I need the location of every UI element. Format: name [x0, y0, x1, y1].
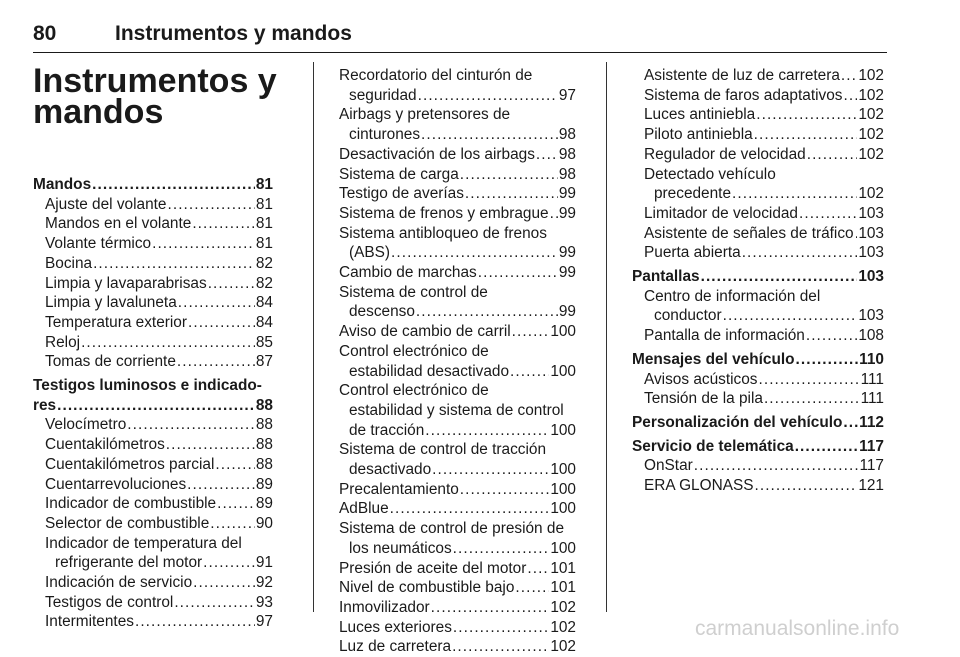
toc-entry[interactable] — [632, 125, 884, 145]
toc-entry-label: Puerta abierta — [644, 244, 741, 262]
dot-leader — [795, 437, 858, 457]
toc-entry[interactable] — [33, 352, 273, 372]
toc-entry-label: Selector de combustible — [45, 514, 210, 532]
toc-entry-label: Pantallas — [632, 268, 700, 286]
toc-entry[interactable] — [632, 476, 884, 496]
toc-entry-label: Velocímetro — [45, 416, 127, 434]
toc-page-number: 102 — [858, 67, 884, 84]
toc-entry-label: Intermitentes — [45, 613, 134, 631]
toc-page-number: 84 — [255, 313, 273, 331]
toc-entry-label: Regulador de velocidad — [644, 145, 806, 163]
toc-entry[interactable] — [33, 376, 273, 415]
toc-entry-label: Luz de carretera — [339, 638, 452, 656]
toc-page-number: 81 — [255, 195, 273, 213]
toc-entry-label: descenso — [349, 303, 415, 321]
toc-entry-label: Indicador de combustible — [45, 495, 217, 513]
toc-page-number: 100 — [550, 461, 576, 479]
toc-entry-label: de tracción — [349, 421, 425, 439]
toc-entry-label: Cuentarrevoluciones — [45, 475, 187, 493]
toc-entry-label: Testigos de control — [45, 593, 174, 611]
dot-leader — [799, 204, 857, 224]
dot-leader — [81, 333, 255, 353]
toc-entry[interactable] — [339, 184, 576, 204]
toc-page-number: 100 — [550, 323, 576, 341]
toc-page-number: 103 — [858, 204, 884, 222]
toc-page-number: 99 — [558, 244, 576, 262]
toc-page-number: 93 — [255, 593, 273, 611]
toc-page-number: 100 — [550, 421, 576, 439]
toc-entry[interactable] — [339, 145, 576, 165]
toc-entry[interactable] — [33, 293, 273, 313]
dot-leader — [174, 593, 255, 613]
toc-page-number: 117 — [859, 457, 884, 475]
dot-leader — [723, 306, 858, 326]
dot-leader — [756, 105, 857, 125]
header-title: Instrumentos y mandos — [115, 22, 352, 45]
toc-entry[interactable] — [339, 618, 576, 638]
toc-page-number: 102 — [858, 86, 884, 104]
dot-leader — [742, 243, 858, 263]
dot-leader — [431, 598, 550, 618]
toc-entry-label: res — [33, 396, 57, 414]
toc-entry[interactable] — [339, 105, 576, 144]
toc-entry-label: Limpia y lavaluneta — [45, 294, 177, 312]
dot-leader — [758, 370, 859, 390]
toc-entry-label: Cuentakilómetros — [45, 436, 165, 454]
dot-leader — [550, 204, 558, 224]
toc-entry-label: Sistema de carga — [339, 165, 459, 183]
toc-entry-label: Luces antiniebla — [644, 106, 756, 124]
dot-leader — [177, 352, 255, 372]
toc-entry[interactable] — [339, 283, 576, 322]
toc-entry-label: Pantalla de información — [644, 327, 805, 345]
toc-entry-label: Mandos en el volante — [45, 215, 192, 233]
toc-entry[interactable] — [339, 440, 576, 479]
dot-leader — [843, 413, 858, 433]
toc-page-number: 92 — [255, 574, 273, 592]
toc-page-number: 103 — [858, 224, 884, 242]
toc-column-1 — [33, 171, 273, 632]
dot-leader — [187, 475, 255, 495]
toc-entry-text: Sistema de control de tracción — [339, 441, 547, 459]
toc-entry-label: Tensión de la pila — [644, 390, 763, 408]
toc-page-number: 88 — [255, 396, 273, 414]
toc-entry[interactable] — [339, 480, 576, 500]
toc-page-number: 97 — [255, 613, 273, 631]
toc-entry[interactable] — [33, 612, 273, 632]
dot-leader — [843, 86, 857, 106]
toc-entry[interactable] — [632, 66, 884, 86]
toc-page-number: 97 — [558, 86, 576, 104]
dot-leader — [215, 455, 255, 475]
toc-entry-label: OnStar — [644, 457, 693, 475]
toc-entry[interactable] — [33, 593, 273, 613]
toc-page-number: 81 — [255, 215, 273, 233]
dot-leader — [536, 145, 558, 165]
toc-entry-label: Piloto antiniebla — [644, 126, 753, 144]
toc-page-number: 90 — [255, 514, 273, 532]
toc-entry-label: Temperatura exterior — [45, 313, 187, 331]
toc-entry-text: Airbags y pretensores de — [339, 106, 511, 124]
toc-entry-text: Sistema antibloqueo de frenos — [339, 224, 547, 242]
toc-page-number: 103 — [858, 307, 884, 325]
dot-leader — [453, 618, 549, 638]
toc-entry-label: Testigo de averías — [339, 185, 464, 203]
dot-leader — [193, 573, 255, 593]
toc-entry-label: Sistema de frenos y embrague — [339, 204, 549, 222]
dot-leader — [460, 165, 558, 185]
dot-leader — [418, 86, 558, 106]
toc-page-number: 101 — [550, 559, 576, 577]
toc-entry[interactable] — [339, 559, 576, 579]
toc-entry-label: Limitador de velocidad — [644, 204, 798, 222]
toc-entry[interactable] — [632, 86, 884, 106]
toc-entry[interactable] — [632, 105, 884, 125]
dot-leader — [478, 263, 558, 283]
dot-leader — [92, 175, 255, 195]
toc-page-number: 101 — [550, 579, 576, 597]
dot-leader — [208, 274, 255, 294]
toc-entry-text: Sistema de control de — [339, 283, 488, 301]
toc-entry-label: Desactivación de los airbags — [339, 145, 535, 163]
toc-entry-label: Tomas de corriente — [45, 353, 176, 371]
toc-entry-label: Servicio de telemática — [632, 437, 794, 455]
toc-entry[interactable] — [33, 333, 273, 353]
toc-entry-label: los neumáticos — [349, 539, 452, 557]
dot-leader — [460, 480, 550, 500]
toc-entry[interactable] — [632, 437, 884, 457]
dot-leader — [806, 326, 857, 346]
toc-entry[interactable] — [632, 267, 884, 287]
toc-page-number: 88 — [255, 416, 273, 434]
toc-entry[interactable] — [33, 313, 273, 333]
toc-page-number: 102 — [550, 598, 576, 616]
dot-leader — [57, 396, 255, 416]
dot-leader — [694, 456, 859, 476]
dot-leader — [188, 313, 255, 333]
toc-page-number: 98 — [558, 126, 576, 144]
toc-entry-label: Volante térmico — [45, 235, 152, 253]
toc-entry[interactable] — [339, 637, 576, 657]
dot-leader — [127, 415, 255, 435]
dot-leader — [217, 494, 255, 514]
toc-entry-label: Avisos acústicos — [644, 370, 758, 388]
dot-leader — [432, 460, 549, 480]
toc-entry[interactable] — [339, 499, 576, 519]
toc-page-number: 99 — [558, 204, 576, 222]
dot-leader — [527, 559, 549, 579]
toc-page-number: 89 — [255, 495, 273, 513]
toc-page-number: 85 — [255, 333, 273, 351]
toc-page-number: 89 — [255, 475, 273, 493]
toc-entry-label: refrigerante del motor — [55, 554, 203, 572]
toc-entry[interactable] — [632, 145, 884, 165]
toc-entry[interactable] — [339, 381, 576, 440]
dot-leader — [203, 553, 255, 573]
toc-entry-text: Detectado vehículo — [644, 165, 776, 183]
toc-page-number: 98 — [558, 165, 576, 183]
toc-page-number: 98 — [558, 145, 576, 163]
toc-entry[interactable] — [33, 494, 273, 514]
toc-page-number: 100 — [550, 500, 576, 518]
toc-entry-text: estabilidad y sistema de control — [349, 401, 564, 419]
toc-entry-label: Limpia y lavaparabrisas — [45, 274, 207, 292]
dot-leader — [515, 578, 549, 598]
toc-page-number: 100 — [550, 539, 576, 557]
toc-entry[interactable] — [33, 514, 273, 534]
toc-entry[interactable] — [33, 234, 273, 254]
toc-entry[interactable] — [632, 287, 884, 326]
toc-entry[interactable] — [632, 243, 884, 263]
toc-column-3 — [632, 66, 884, 496]
toc-page-number: 88 — [255, 436, 273, 454]
toc-entry[interactable] — [33, 175, 273, 195]
toc-entry-label: Reloj — [45, 333, 81, 351]
toc-page-number: 87 — [255, 353, 273, 371]
toc-entry[interactable] — [632, 165, 884, 204]
toc-page-number: 110 — [859, 350, 884, 368]
toc-page-number: 103 — [858, 244, 884, 262]
section-title: Instrumentos y mandos — [33, 62, 277, 131]
toc-entry[interactable] — [632, 224, 884, 244]
dot-leader — [465, 184, 558, 204]
dot-leader — [764, 389, 860, 409]
toc-entry[interactable] — [33, 214, 273, 234]
dot-leader — [855, 224, 858, 244]
dot-leader — [135, 612, 255, 632]
toc-entry-text: Control electrónico de — [339, 342, 489, 360]
toc-entry[interactable] — [339, 165, 576, 185]
toc-entry[interactable] — [33, 455, 273, 475]
toc-page-number: 102 — [858, 126, 884, 144]
dot-leader — [701, 267, 858, 287]
dot-leader — [841, 66, 857, 86]
toc-entry-label: cinturones — [349, 126, 421, 144]
toc-page-number: 117 — [859, 437, 884, 455]
column-divider — [313, 62, 314, 612]
toc-entry-label: Aviso de cambio de carril — [339, 323, 511, 341]
toc-entry-label: Precalentamiento — [339, 480, 459, 498]
toc-page-number: 100 — [550, 480, 576, 498]
dot-leader — [512, 322, 550, 342]
toc-entry-label: Mandos — [33, 176, 92, 193]
dot-leader — [168, 195, 255, 215]
toc-entry[interactable] — [632, 389, 884, 409]
toc-page-number: 102 — [858, 106, 884, 124]
toc-page-number: 121 — [858, 477, 884, 495]
toc-entry[interactable] — [632, 413, 884, 433]
dot-leader — [166, 435, 255, 455]
toc-entry-label: Cambio de marchas — [339, 264, 477, 282]
toc-entry-label: precedente — [654, 185, 732, 203]
dot-leader — [93, 254, 255, 274]
toc-entry-text: Centro de información del — [644, 287, 821, 305]
toc-entry-label: Personalización del vehículo — [632, 413, 843, 431]
toc-entry[interactable] — [339, 342, 576, 381]
dot-leader — [755, 476, 858, 496]
toc-page-number: 91 — [255, 554, 273, 572]
toc-entry[interactable] — [632, 370, 884, 390]
toc-page-number: 111 — [860, 390, 884, 408]
toc-entry-label: AdBlue — [339, 500, 389, 518]
toc-entry-label: Bocina — [45, 254, 93, 272]
toc-entry[interactable] — [632, 326, 884, 346]
toc-page-number: 82 — [255, 254, 273, 272]
dot-leader — [210, 514, 255, 534]
toc-entry-label: Mensajes del vehículo — [632, 350, 795, 368]
toc-entry-label: Asistente de luz de carretera — [644, 67, 840, 84]
toc-page-number: 88 — [255, 455, 273, 473]
toc-entry[interactable] — [339, 66, 576, 105]
page-header — [33, 0, 887, 53]
toc-page-number: 99 — [558, 264, 576, 282]
toc-entry[interactable] — [339, 263, 576, 283]
toc-entry-text: Sistema de control de presión de — [339, 520, 565, 538]
toc-entry-label: seguridad — [349, 86, 417, 104]
toc-page-number: 81 — [255, 235, 273, 253]
dot-leader — [416, 302, 558, 322]
dot-leader — [796, 350, 859, 370]
toc-entry[interactable] — [339, 578, 576, 598]
dot-leader — [152, 234, 255, 254]
dot-leader — [425, 421, 549, 441]
toc-entry-label: Nivel de combustible bajo — [339, 579, 515, 597]
toc-entry-label: (ABS) — [349, 244, 391, 262]
toc-page-number: 103 — [858, 268, 884, 286]
toc-entry[interactable] — [632, 204, 884, 224]
dot-leader — [421, 125, 558, 145]
dot-leader — [452, 637, 549, 657]
dot-leader — [807, 145, 858, 165]
toc-column-2 — [339, 66, 576, 657]
toc-entry[interactable] — [33, 254, 273, 274]
toc-entry[interactable] — [632, 350, 884, 370]
dot-leader — [192, 214, 255, 234]
toc-page-number: 108 — [858, 327, 884, 345]
dot-leader — [390, 499, 550, 519]
toc-page-number: 111 — [860, 370, 884, 388]
toc-entry[interactable] — [339, 598, 576, 618]
toc-entry-label: Luces exteriores — [339, 618, 452, 636]
toc-entry-label: conductor — [654, 307, 722, 325]
dot-leader — [391, 243, 558, 263]
toc-entry[interactable] — [339, 224, 576, 263]
toc-entry-label: Cuentakilómetros parcial — [45, 455, 215, 473]
toc-entry[interactable] — [33, 435, 273, 455]
dot-leader — [453, 539, 550, 559]
toc-page-number: 100 — [550, 362, 576, 380]
dot-leader — [510, 362, 549, 382]
toc-entry-label: Asistente de señales de tráfico — [644, 224, 854, 242]
toc-page-number: 102 — [858, 145, 884, 163]
toc-page-number: 82 — [255, 274, 273, 292]
toc-page-number: 112 — [859, 413, 884, 431]
toc-entry[interactable] — [339, 322, 576, 342]
toc-entry[interactable] — [33, 415, 273, 435]
toc-entry-label: Indicación de servicio — [45, 574, 193, 592]
toc-entry-label: Presión de aceite del motor — [339, 559, 527, 577]
toc-page-number: 84 — [255, 294, 273, 312]
toc-entry-text: Indicador de temperatura del — [45, 534, 242, 552]
toc-entry[interactable] — [33, 274, 273, 294]
toc-entry-text: Testigos luminosos e indicado- — [33, 377, 262, 395]
toc-entry[interactable] — [33, 195, 273, 215]
page-number: 80 — [33, 22, 57, 45]
dot-leader — [732, 184, 857, 204]
toc-entry[interactable] — [339, 204, 576, 224]
toc-entry-label: Inmovilizador — [339, 598, 430, 616]
toc-entry-label: Sistema de faros adaptativos — [644, 86, 843, 104]
toc-entry-label: ERA GLONASS — [644, 477, 754, 495]
toc-page-number: 102 — [550, 638, 576, 656]
toc-entry-text: Recordatorio del cinturón de — [339, 67, 533, 84]
dot-leader — [754, 125, 858, 145]
toc-page-number: 99 — [558, 185, 576, 203]
toc-entry-text: Control electrónico de — [339, 382, 489, 400]
toc-page-number: 81 — [255, 176, 273, 193]
toc-entry[interactable] — [33, 475, 273, 495]
toc-entry[interactable] — [339, 519, 576, 558]
toc-entry-label: Ajuste del volante — [45, 195, 167, 213]
dot-leader — [178, 293, 255, 313]
watermark: carmanualsonline.info — [695, 617, 900, 640]
toc-entry[interactable] — [632, 456, 884, 476]
toc-entry[interactable] — [33, 573, 273, 593]
toc-page-number: 102 — [858, 185, 884, 203]
column-divider — [606, 62, 607, 612]
toc-page-number: 102 — [550, 618, 576, 636]
toc-page-number: 99 — [558, 303, 576, 321]
toc-entry-label: desactivado — [349, 461, 432, 479]
toc-entry-label: estabilidad desactivado — [349, 362, 510, 380]
toc-entry[interactable] — [33, 534, 273, 573]
